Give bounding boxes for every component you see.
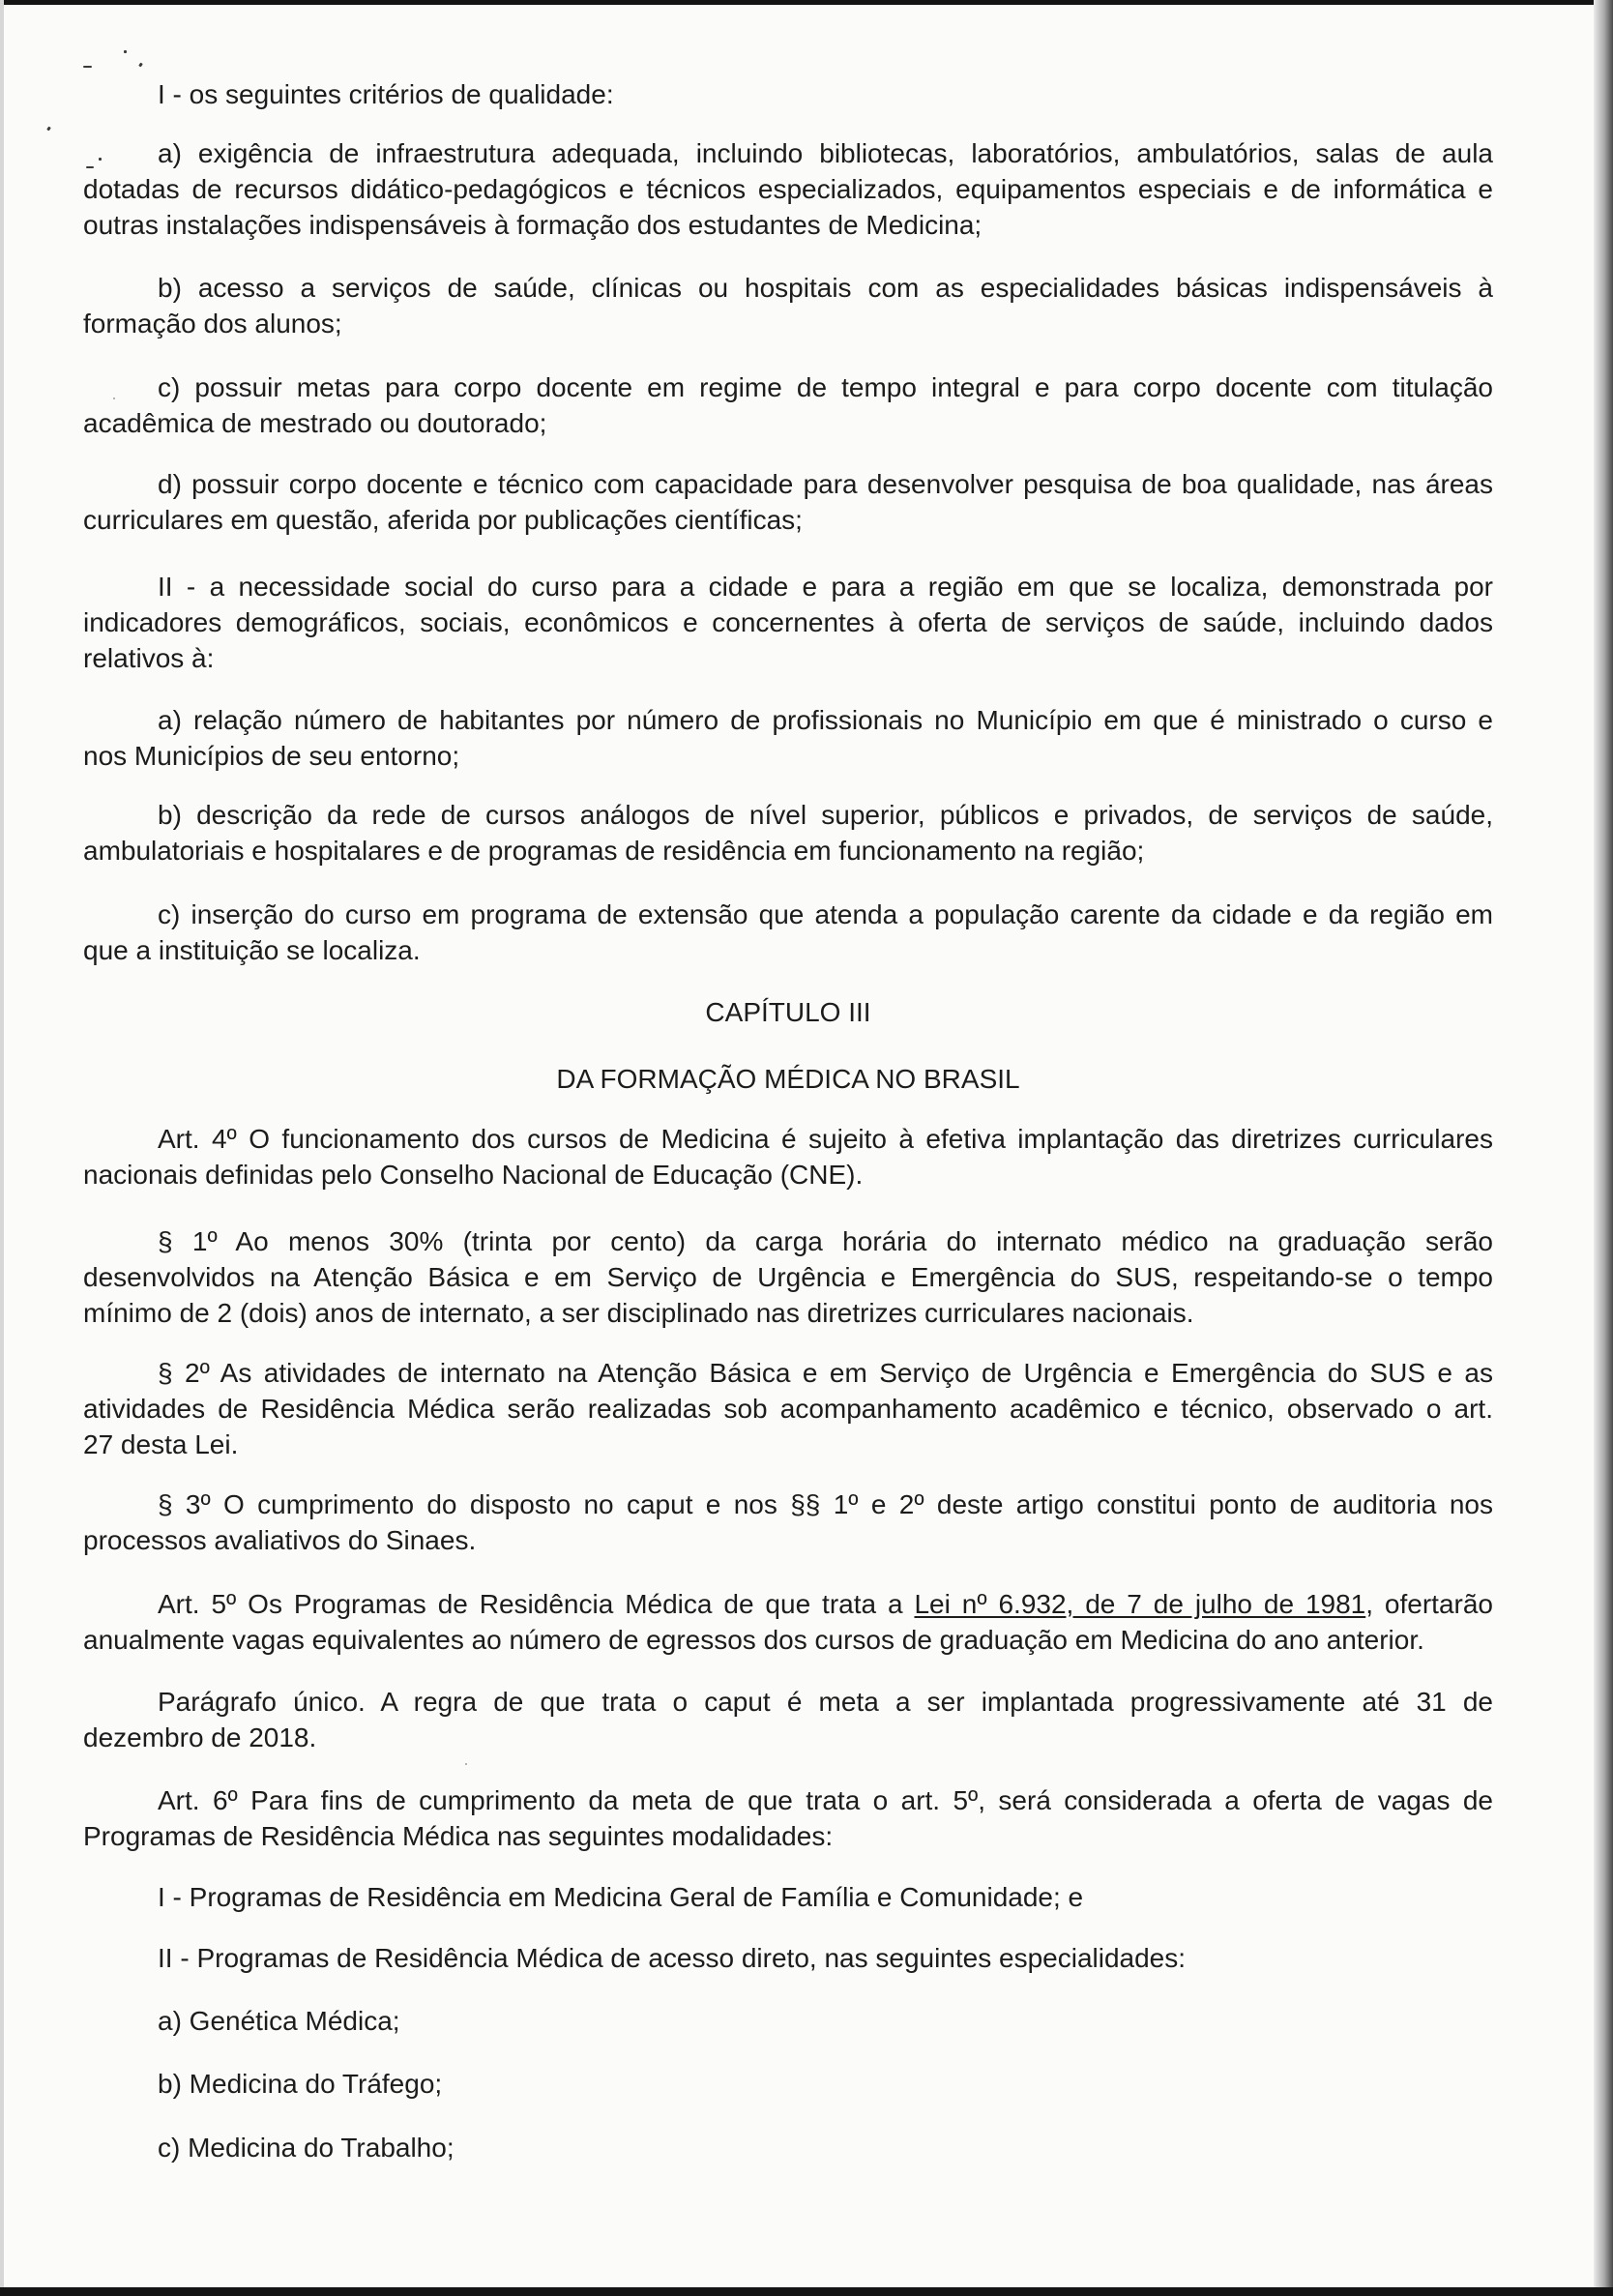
paragraph-line: § 3º O cumprimento do disposto no caput e nos §§ 1º e 2º deste artigo constitui ponto de auditoria nos <box>158 1489 1493 1519</box>
article-4-paragraph-3 <box>83 1487 1493 1558</box>
paragraph-line: 27 desta Lei. <box>83 1429 239 1459</box>
specialty-item <box>83 2003 1493 2039</box>
article-4-paragraph-1 <box>83 1223 1493 1331</box>
article-6-item-i <box>83 1879 1493 1915</box>
paragraph-line: § 2º As atividades de internato na Atenção Básica e em Serviço de Urgência e Emergência do SUS e as <box>158 1358 1493 1388</box>
scan-speck <box>465 1763 467 1765</box>
paragraph-line: b) acesso a serviços de saúde, clínicas ou hospitais com as especialidades básicas indispensáveis à <box>158 273 1493 303</box>
scan-speck <box>124 50 127 53</box>
paragraph-line: relativos à: <box>83 643 215 673</box>
scan-speck <box>83 66 92 68</box>
paragraph-line: II - a necessidade social do curso para a cidade e para a região em que se localiza, demonstrada por <box>158 572 1493 602</box>
paragraph-line: a) relação número de habitantes por número de profissionais no Município em que é ministrado o curso e <box>158 705 1493 735</box>
paragraph-line: Art. 6º Para fins de cumprimento da meta de que trata o art. 5º, será considerada a oferta de vagas de <box>158 1785 1493 1815</box>
article-6-caput <box>83 1782 1493 1854</box>
paragraph-line: atividades de Residência Médica serão realizadas sob acompanhamento acadêmico e técnico, observado o art. <box>83 1394 1493 1424</box>
paragraph-line: dotadas de recursos didático-pedagógicos e técnicos especializados, equipamentos especiais e de informática e <box>83 174 1493 204</box>
paragraph-line: d) possuir corpo docente e técnico com capacidade para desenvolver pesquisa de boa qualidade, nas áreas <box>158 469 1493 499</box>
paragraph-line: ambulatoriais e hospitalares e de programas de residência em funcionamento na região; <box>83 836 1145 866</box>
paragraph-line: desenvolvidos na Atenção Básica e em Serviço de Urgência e Emergência do SUS, respeitando-se o tempo <box>83 1262 1493 1292</box>
paragraph-line: b) descrição da rede de cursos análogos de nível superior, públicos e privados, de serviços de saúde, <box>158 800 1493 830</box>
article-4-caput <box>83 1121 1493 1192</box>
specialty-item <box>83 2066 1493 2102</box>
article-5-sole-paragraph <box>83 1684 1493 1755</box>
article-5-text-after-link: , ofertarão <box>1365 1589 1493 1619</box>
criteria-intro <box>83 76 1493 112</box>
scan-edge-right <box>1594 0 1613 2296</box>
paragraph-line: Parágrafo único. A regra de que trata o caput é meta a ser implantada progressivamente até 31 de <box>158 1687 1493 1717</box>
paragraph-line: processos avaliativos do Sinaes. <box>83 1525 477 1555</box>
paragraph-line: nacionais definidas pelo Conselho Nacional de Educação (CNE). <box>83 1160 864 1190</box>
chapter-number <box>83 994 1493 1030</box>
social-need-b <box>83 797 1493 868</box>
paragraph-line: a) Genética Médica; <box>158 2006 400 2036</box>
criterion-b <box>83 270 1493 341</box>
paragraph-line: dezembro de 2018. <box>83 1722 317 1752</box>
paragraph-line: curriculares em questão, aferida por publicações científicas; <box>83 505 803 535</box>
scan-edge-bottom <box>0 2287 1613 2296</box>
chapter-title-text: DA FORMAÇÃO MÉDICA NO BRASIL <box>556 1064 1020 1094</box>
social-need-a <box>83 702 1493 774</box>
paragraph-line: que a instituição se localiza. <box>83 935 421 965</box>
social-need-c <box>83 897 1493 968</box>
paragraph-line: outras instalações indispensáveis à formação dos estudantes de Medicina; <box>83 210 982 240</box>
paragraph-line <box>83 1586 1493 1622</box>
scan-edge-left <box>0 0 4 2296</box>
article-4-paragraph-2 <box>83 1355 1493 1462</box>
paragraph-line: formação dos alunos; <box>83 309 342 339</box>
paragraph-line: indicadores demográficos, sociais, econômicos e concernentes à oferta de serviços de saúde, incluindo dados <box>83 607 1493 637</box>
scan-edge-top <box>0 0 1613 5</box>
paragraph-line: c) Medicina do Trabalho; <box>158 2133 455 2163</box>
paragraph-line: c) possuir metas para corpo docente em regime de tempo integral e para corpo docente com titulação <box>158 372 1493 402</box>
paragraph-line: anualmente vagas equivalentes ao número de egressos dos cursos de graduação em Medicina do ano anterior. <box>83 1625 1424 1655</box>
paragraph-line: a) exigência de infraestrutura adequada, incluindo bibliotecas, laboratórios, ambulatórios, salas de aula <box>158 138 1493 168</box>
paragraph-line: acadêmica de mestrado ou doutorado; <box>83 408 547 438</box>
paragraph-line: I - os seguintes critérios de qualidade: <box>158 79 614 109</box>
paragraph-line: b) Medicina do Tráfego; <box>158 2069 443 2099</box>
paragraph-line: Programas de Residência Médica nas seguintes modalidades: <box>83 1821 834 1851</box>
law-reference-link[interactable]: Lei nº 6.932, de 7 de julho de 1981 <box>914 1589 1366 1619</box>
scan-speck <box>46 127 51 132</box>
paragraph-line: c) inserção do curso em programa de extensão que atenda a população carente da cidade e da região em <box>158 899 1493 929</box>
paragraph-line: Art. 4º O funcionamento dos cursos de Medicina é sujeito à efetiva implantação das diretrizes curriculares <box>158 1124 1493 1154</box>
chapter-number-text: CAPÍTULO III <box>705 997 871 1027</box>
article-6-item-ii <box>83 1940 1493 1976</box>
article-5-caput <box>83 1586 1493 1658</box>
article-5-text-before-link: Art. 5º Os Programas de Residência Médica de que trata a <box>158 1589 915 1619</box>
paragraph-line: II - Programas de Residência Médica de acesso direto, nas seguintes especialidades: <box>158 1943 1187 1973</box>
chapter-title <box>83 1061 1493 1097</box>
criterion-d <box>83 466 1493 538</box>
criterion-c <box>83 369 1493 441</box>
criterion-a <box>83 135 1493 243</box>
paragraph-line: mínimo de 2 (dois) anos de internato, a ser disciplinado nas diretrizes curriculares nacionais. <box>83 1298 1194 1328</box>
paragraph-line: I - Programas de Residência em Medicina Geral de Família e Comunidade; e <box>158 1882 1084 1912</box>
social-need-intro <box>83 569 1493 676</box>
specialty-item <box>83 2130 1493 2165</box>
paragraph-line: nos Municípios de seu entorno; <box>83 741 460 771</box>
paragraph-line: § 1º Ao menos 30% (trinta por cento) da carga horária do internato médico na graduação serão <box>158 1226 1493 1256</box>
scan-speck <box>138 63 143 68</box>
